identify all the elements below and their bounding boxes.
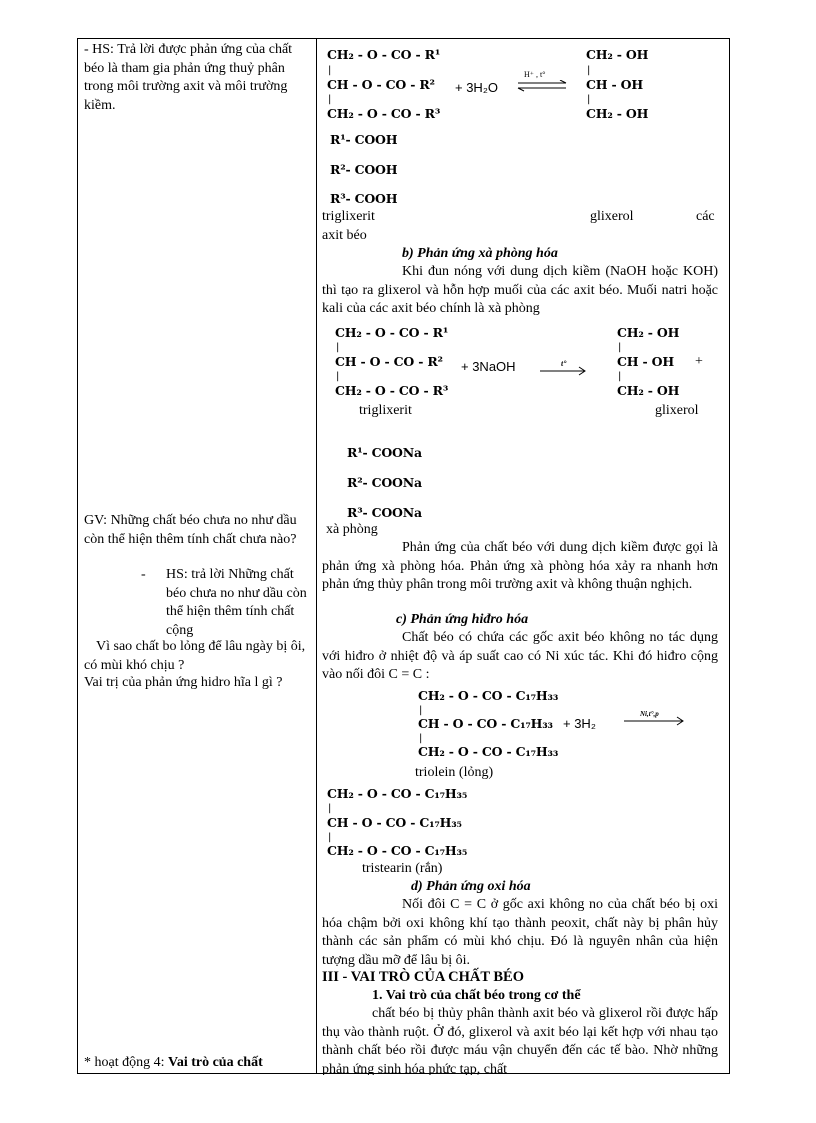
eq1-bond: | — [587, 94, 591, 105]
question-hydrogenation: Vai trị của phản ứng hidro hĩa l gì ? — [84, 675, 283, 690]
eq1-acid-1: R¹- COOH — [330, 132, 398, 147]
eq1-label-triglixerit: triglixerit — [322, 209, 375, 224]
hs2-dash: - — [141, 567, 146, 582]
section-3-subtitle: 1. Vai trò của chất béo trong cơ thể — [372, 988, 581, 1003]
eq2-salt-2: R²- COONa — [347, 475, 422, 490]
eq1-reagent: + 3H₂O — [455, 80, 498, 95]
eq3-reactant-line-1: CH₂ - O - CO - C₁₇H₃₃ — [418, 688, 559, 703]
eq2-bond: | — [618, 342, 622, 353]
eq2-product-line-3: CH₂ - OH — [617, 383, 680, 398]
eq2-bond: | — [336, 342, 340, 353]
eq2-product-line-2: CH - OH — [617, 354, 674, 369]
hydrogenation-text: Chất béo có chứa các gốc axit béo không no tác dụng với hiđro ở nhiệt độ và áp suất cao có Ni xúc tác. Khi đó hiđro cộng vào nối đôi C = C : — [322, 630, 718, 682]
saponification-definition: Phản ứng của chất béo với dung dịch kiềm được gọi là phản ứng xà phòng hóa. Phản ứng xà phòng hóa xảy ra nhanh hơn phản ứng thủy phân trong môi trường axit và không thuận nghịch. — [322, 540, 718, 592]
eq3-product-line-1: CH₂ - O - CO - C₁₇H₃₅ — [327, 786, 468, 801]
eq3-bond: | — [328, 832, 332, 843]
eq1-product-line-1: CH₂ - OH — [586, 47, 649, 62]
eq3-label-triolein: triolein (lỏng) — [415, 765, 494, 780]
oxidation-heading: d) Phản ứng oxi hóa — [411, 879, 531, 894]
eq3-reactant-line-3: CH₂ - O - CO - C₁₇H₃₃ — [418, 744, 559, 759]
activity-4-prefix: * hoạt động 4: — [84, 1055, 168, 1070]
eq1-condition: H⁺ , t° — [524, 70, 546, 79]
eq2-product-line-1: CH₂ - OH — [617, 325, 680, 340]
eq2-bond: | — [618, 371, 622, 382]
eq1-bond: | — [328, 65, 332, 76]
eq1-equilibrium-arrow-icon — [516, 80, 568, 92]
section-3-title: III - VAI TRÒ CỦA CHẤT BÉO — [322, 969, 524, 985]
oxidation-text: Nối đôi C = C ở gốc axi không no của chất béo bị oxi hóa chậm bởi oxi không khí tạo thành peoxit, chất này bị phân hủy thành các sản phẩm có mùi khó chịu. Đó là nguyên nhân của hiện tượng dầu mỡ để lâu bị ôi. — [322, 897, 718, 968]
eq1-label-glixerol: glixerol — [590, 209, 634, 224]
eq3-product-line-2: CH - O - CO - C₁₇H₃₅ — [327, 815, 462, 830]
eq1-product-line-3: CH₂ - OH — [586, 106, 649, 121]
eq1-reactant-line-2: CH - O - CO - R² — [327, 77, 435, 92]
eq2-reagent: + 3NaOH — [461, 359, 516, 374]
question-rancid: Vì sao chất bo lỏng để lâu ngày bị ôi, có mùi khó chịu ? — [84, 639, 306, 673]
eq2-plus: + — [695, 354, 703, 369]
activity-4-title: Vai trò của chất — [168, 1055, 263, 1070]
eq2-label-glixerol: glixerol — [655, 403, 699, 418]
eq3-reagent: + 3H₂ — [563, 716, 596, 731]
role-text: chất béo bị thủy phân thành axit béo và glixerol rồi được hấp thụ vào thành ruột. Ở đó, glixerol và axit béo lại kết hợp với nhau tạo thành chất béo rồi được máu vận chuyển đến các tế bào. Nhờ những phản ứng sinh hóa phức tạp, chất — [322, 1006, 718, 1075]
eq1-acid-3: R³- COOH — [330, 191, 398, 206]
eq3-product-line-3: CH₂ - O - CO - C₁₇H₃₅ — [327, 843, 468, 858]
saponification-text: Khi đun nóng với dung dịch kiềm (NaOH hoặc KOH) thì tạo ra glixerol và hỗn hợp muối của các axit béo. Muối natri hoặc kali của các axit béo chính là xà phòng — [322, 264, 718, 316]
eq1-bond: | — [587, 65, 591, 76]
hs-answer-1: - HS: Trả lời được phản ứng của chất béo là tham gia phản ứng thuỷ phân trong môi trường axit và môi trường kiềm. — [84, 42, 293, 113]
activity-4 — [84, 1054, 263, 1072]
eq3-condition: Ni,t°,p — [640, 710, 659, 718]
eq3-reactant-line-2: CH - O - CO - C₁₇H₃₃ — [418, 716, 553, 731]
eq1-acid-2: R²- COOH — [330, 162, 398, 177]
eq1-label-axit-beo: axit béo — [322, 228, 367, 243]
saponification-heading: b) Phản ứng xà phòng hóa — [402, 246, 558, 261]
eq2-reactant-line-3: CH₂ - O - CO - R³ — [335, 383, 449, 398]
hs-answer-2: HS: trả lời Những chất béo chưa no như dầu còn thể hiện thêm tính chất cộng — [166, 567, 307, 638]
eq2-condition: t° — [561, 359, 567, 368]
eq3-arrow-icon — [622, 716, 686, 726]
eq1-reactant-line-3: CH₂ - O - CO - R³ — [327, 106, 441, 121]
eq2-reactant-line-1: CH₂ - O - CO - R¹ — [335, 325, 449, 340]
eq2-bond: | — [336, 371, 340, 382]
eq2-label-xa-phong: xà phòng — [326, 522, 378, 537]
eq3-bond: | — [419, 705, 423, 716]
eq3-label-tristearin: tristearin (rắn) — [362, 861, 443, 876]
eq1-label-cac: các — [696, 209, 715, 224]
eq2-salt-1: R¹- COONa — [347, 445, 422, 460]
eq2-salt-3: R³- COONa — [347, 505, 422, 520]
eq1-reactant-line-1: CH₂ - O - CO - R¹ — [327, 47, 441, 62]
eq2-label-triglixerit: triglixerit — [359, 403, 412, 418]
eq3-bond: | — [328, 803, 332, 814]
gv-question: GV: Những chất béo chưa no như dầu còn thể hiện thêm tính chất chưa nào? — [84, 513, 297, 547]
eq3-bond: | — [419, 733, 423, 744]
eq2-arrow-icon — [538, 366, 588, 376]
eq2-reactant-line-2: CH - O - CO - R² — [335, 354, 443, 369]
eq1-product-line-2: CH - OH — [586, 77, 643, 92]
hydrogenation-heading: c) Phản ứng hiđro hóa — [396, 612, 529, 627]
column-divider — [316, 39, 317, 1073]
eq1-bond: | — [328, 94, 332, 105]
